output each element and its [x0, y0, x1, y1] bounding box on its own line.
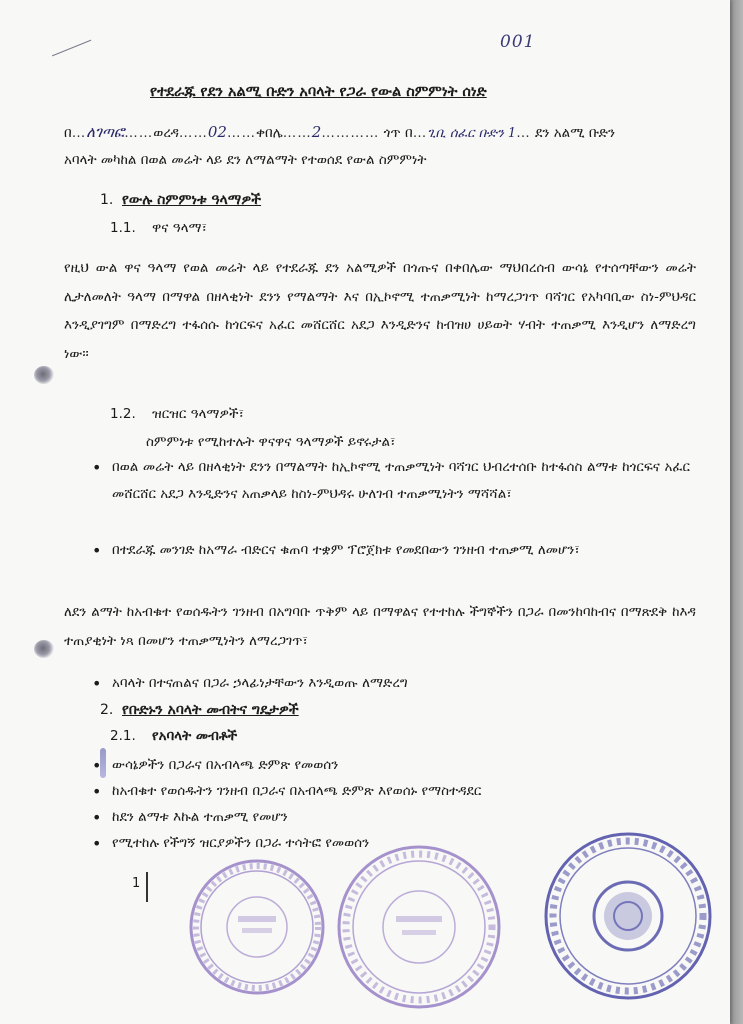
subsection-1-1-title: ዋና ዓላማ፣	[152, 220, 208, 236]
page-edge-shadow	[728, 0, 743, 1024]
section-2-number: 2.	[100, 702, 114, 718]
kebele-value: 2	[311, 123, 322, 141]
subsection-1-1-number: 1.1.	[110, 220, 136, 236]
official-seal-middle	[334, 842, 504, 1012]
section-1-number: 1.	[100, 192, 114, 208]
section-2-title: የቡድኑን አባላት መብትና ግዴታዎች	[122, 702, 299, 718]
section-1-title: የውሉ ስምምነቱ ዓላማዎች	[122, 192, 262, 208]
detailed-objectives-intro: ስምምነቱ የሚከተሉት ዋናዋና ዓላማዎች ይኖሩታል፣	[146, 434, 396, 450]
list-item: • በተደራጁ መንገድ ከአማራ ብድርና ቁጠባ ተቋም ፕሮጀክቱ የመደበውን ገንዘብ ተጠቃሚ ለመሆን፣	[112, 537, 690, 564]
list-item: • አባላት በተናጠልና በጋራ ኃላፊነታቸውን እንዲወጡ ለማድረግ	[112, 670, 690, 697]
ink-smudge	[34, 366, 54, 384]
list-item: • በወል መሬት ላይ በዘላቂነት ደንን በማልማት ከኢኮኖሚ ተጠቃሚነት ባሻገር ህብረተሰቡ ከተፋሰስ ልማቱ ከጎርፍና አፈር መሸርሸር አደጋ እንዲድንና አጠቃላይ ከስነ-ምህዳሩ ሁለገብ ተጠቃሚነትን ማሻሻል፣	[112, 454, 690, 508]
intro-prefix: በ	[64, 125, 72, 141]
ink-smudge	[34, 640, 54, 658]
subsection-2-1-number: 2.1.	[110, 728, 136, 744]
subsection-1-2-number: 1.2.	[110, 406, 136, 422]
got-label: ጎጥ በ	[383, 125, 413, 141]
section-1-heading	[100, 190, 261, 210]
loan-usage-paragraph: ለደን ልማት ከአብቁተ የወሰዱትን ገንዘብ በአግባቡ ጥቅም ላይ በማዋልና የተተከሉ ችግኞችን በጋራ በመንከባከብና በማጽደቅ ከእዳ ተጠያቂነት ነጻ በመሆን ተጠቃሚነትን ለማረጋገጥ፣	[64, 604, 696, 649]
intro-suffix: ደን አልሚ ቡድን	[535, 125, 616, 141]
got-value: ጊቢ ሰፈር ቡድን 1	[427, 126, 517, 141]
document-title: የተደራጁ የደን አልሚ ቡድን አባላት የጋራ የውል ስምምነት ሰነድ	[150, 84, 487, 100]
intro-line-1: በ…ለገጣፎ……ወረዳ……02……ቀበሌ……2………… ጎጥ በ…ጊቢ ሰፈር ቡድን 1… ደን አልሚ ቡድን	[64, 123, 616, 141]
subsection-2-1-title: የአባላት መብቶች	[152, 728, 238, 744]
section-2-heading	[100, 700, 299, 720]
main-objective-paragraph: የዚህ ውል ዋና ዓላማ የወል መሬት ላይ የተደራጁ ደን አልሚዎች በጎጡና በቀበሌው ማህበረሰብ ውሳኔ የተሰጣቸውን መሬት ሊታለመለት ዓላማ በማዋል በዘላቂነት ደንን የማልማት እና በኢኮኖሚ ተጠቃሚነት ከማረጋገጥ ባሻገር የአካባቢው ስነ-ምህዳር እንዲያገግም በማድረግ ተፋሰሱ ከጎርፍና አፈር መሸርሸር አደጋ እንዲድንና ከብዝሀ ሀይወት ሃብት ተጠቃሚ እንዲሆን ለማድረግ ነው፡፡	[64, 260, 696, 362]
zone-value: 02	[207, 123, 227, 141]
subsection-1-1-heading	[110, 218, 207, 238]
kebele-label: ቀበሌ	[255, 125, 283, 141]
handwritten-page-number: 001	[500, 32, 536, 52]
woreda-value: ለገጣፎ	[86, 123, 125, 141]
pen-stroke-mark	[47, 27, 92, 57]
official-seal-left	[186, 856, 328, 998]
list-item: • ከደን ልማቱ እኩል ተጠቃሚ የመሆን	[112, 804, 690, 831]
subsection-1-2-title: ዝርዝር ዓላማዎች፣	[152, 406, 245, 422]
subsection-2-1-heading	[110, 726, 237, 746]
footer-page-number: 1	[132, 876, 141, 891]
woreda-label: ወረዳ	[153, 125, 179, 141]
subsection-1-2-heading	[110, 404, 244, 424]
list-item: • የሚተከሉ የችግኝ ዝርያዎችን በጋራ ተሳትፎ የመወሰን	[112, 830, 690, 857]
list-item: • ውሳኔዎችን በጋራና በአብላጫ ድምጽ የመወሰን	[112, 752, 690, 779]
official-seal-right	[540, 828, 716, 1004]
list-item: • ከአብቁተ የወሰዱትን ገንዘብ በጋራና በአብላጫ ድምጽ እየወሰኑ የማስተዳደር	[112, 778, 690, 805]
intro-line-2: አባላት መካከል በወል መሬት ላይ ደን ለማልማት የተወሰደ የውል ስምምነት	[64, 152, 427, 168]
